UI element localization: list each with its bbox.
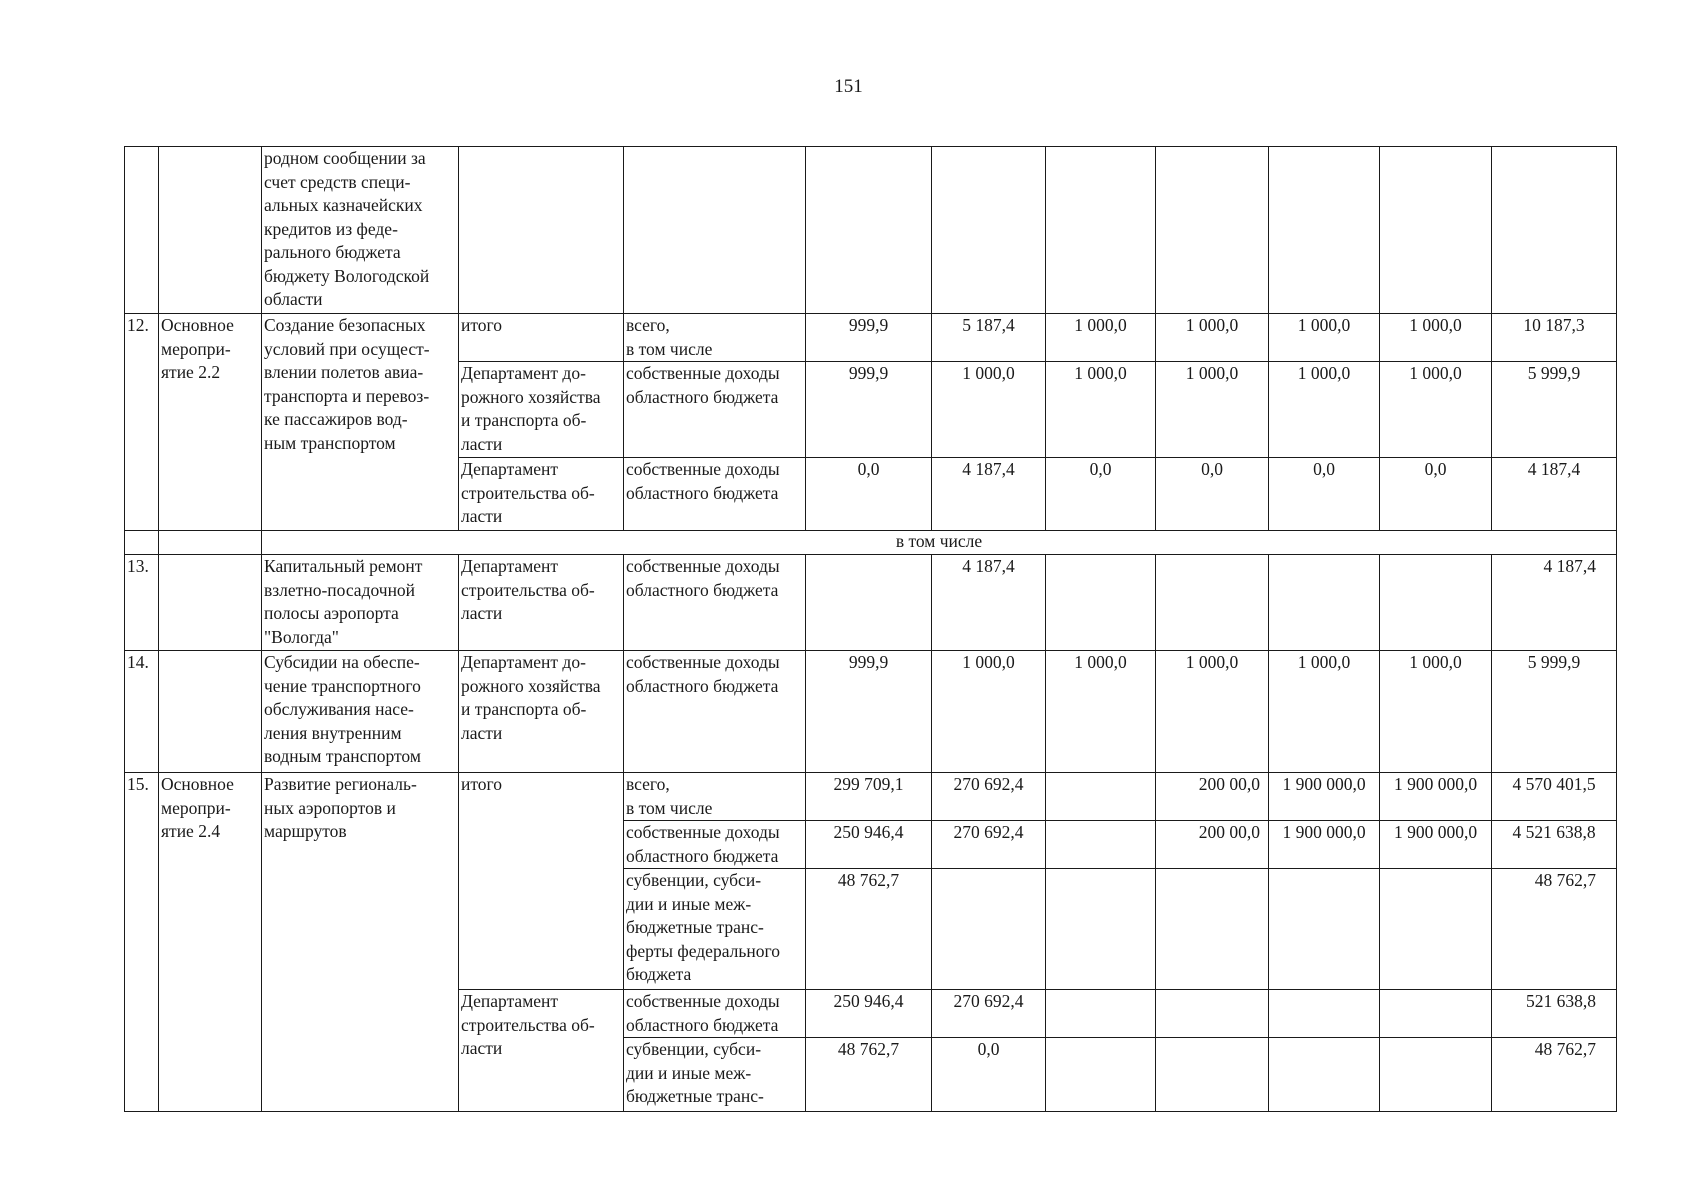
value-cell: 270 692,4 bbox=[932, 990, 1046, 1038]
value-cell: 0,0 bbox=[1269, 458, 1380, 531]
value-cell: 1 000,0 bbox=[1046, 651, 1156, 773]
value-cell: 48 762,7 bbox=[806, 1038, 932, 1112]
value-cell bbox=[1269, 1038, 1380, 1112]
value-cell bbox=[806, 555, 932, 651]
value-cell: 270 692,4 bbox=[932, 773, 1046, 821]
value-cell: 5 999,9 bbox=[1492, 651, 1617, 773]
value-cell bbox=[1492, 147, 1617, 314]
value-cell: 1 900 000,0 bbox=[1269, 773, 1380, 821]
value-cell: 999,9 bbox=[806, 651, 932, 773]
executor-cell: Департамент строительства об- ласти bbox=[459, 458, 624, 531]
value-cell: 0,0 bbox=[806, 458, 932, 531]
row-number-cell: 15. bbox=[125, 773, 159, 1112]
value-cell bbox=[1046, 1038, 1156, 1112]
executor-cell: итого bbox=[459, 314, 624, 362]
value-cell: 1 000,0 bbox=[1380, 362, 1492, 458]
value-cell: 1 000,0 bbox=[1046, 314, 1156, 362]
value-cell bbox=[1269, 869, 1380, 990]
value-cell: 10 187,3 bbox=[1492, 314, 1617, 362]
executor-cell: Департамент строительства об- ласти bbox=[459, 555, 624, 651]
value-cell: 1 000,0 bbox=[1156, 362, 1269, 458]
value-cell: 200 00,0 bbox=[1156, 773, 1269, 821]
source-cell: собственные доходы областного бюджета bbox=[624, 555, 806, 651]
table-body bbox=[125, 147, 1617, 1112]
value-cell: 4 570 401,5 bbox=[1492, 773, 1617, 821]
source-cell: собственные доходы областного бюджета bbox=[624, 362, 806, 458]
source-cell: собственные доходы областного бюджета bbox=[624, 990, 806, 1038]
value-cell: 1 900 000,0 bbox=[1380, 773, 1492, 821]
value-cell: 299 709,1 bbox=[806, 773, 932, 821]
value-cell bbox=[1046, 555, 1156, 651]
value-cell: 4 187,4 bbox=[1492, 458, 1617, 531]
value-cell: 999,9 bbox=[806, 314, 932, 362]
value-cell: 1 900 000,0 bbox=[1380, 821, 1492, 869]
subheader-cell: в том числе bbox=[262, 531, 1617, 555]
value-cell: 1 000,0 bbox=[1380, 314, 1492, 362]
table-row-subheader bbox=[125, 531, 1617, 555]
value-cell bbox=[1046, 990, 1156, 1038]
value-cell: 1 000,0 bbox=[1269, 651, 1380, 773]
value-cell: 0,0 bbox=[1046, 458, 1156, 531]
budget-table bbox=[124, 146, 1617, 1112]
measure-cell bbox=[159, 651, 262, 773]
activity-cell: Создание безопасных условий при осущест- влении полетов авиа- транспорта и перевоз- ке пассажиров вод- ным транспортом bbox=[262, 314, 459, 531]
value-cell bbox=[1156, 555, 1269, 651]
executor-cell: Департамент до- рожного хозяйства и транспорта об- ласти bbox=[459, 651, 624, 773]
value-cell: 1 000,0 bbox=[1380, 651, 1492, 773]
value-cell: 1 000,0 bbox=[932, 651, 1046, 773]
value-cell bbox=[1380, 869, 1492, 990]
value-cell: 200 00,0 bbox=[1156, 821, 1269, 869]
measure-cell bbox=[159, 531, 262, 555]
value-cell bbox=[806, 147, 932, 314]
executor-cell: Департамент до- рожного хозяйства и транспорта об- ласти bbox=[459, 362, 624, 458]
value-cell: 5 999,9 bbox=[1492, 362, 1617, 458]
value-cell: 4 187,4 bbox=[932, 555, 1046, 651]
table-row-continuation bbox=[125, 147, 1617, 314]
value-cell: 1 000,0 bbox=[1156, 651, 1269, 773]
table-row-12 bbox=[125, 314, 1617, 362]
value-cell: 48 762,7 bbox=[1492, 1038, 1617, 1112]
value-cell bbox=[1046, 773, 1156, 821]
value-cell bbox=[1269, 555, 1380, 651]
value-cell bbox=[932, 147, 1046, 314]
source-cell: всего, в том числе bbox=[624, 773, 806, 821]
value-cell: 4 521 638,8 bbox=[1492, 821, 1617, 869]
value-cell: 0,0 bbox=[1380, 458, 1492, 531]
value-cell: 4 187,4 bbox=[932, 458, 1046, 531]
executor-cell: итого bbox=[459, 773, 624, 990]
value-cell bbox=[1380, 147, 1492, 314]
source-cell: субвенции, субси- дии и иные меж- бюджетные транс- ферты федерального бюджета bbox=[624, 869, 806, 990]
measure-cell bbox=[159, 555, 262, 651]
row-number-cell bbox=[125, 147, 159, 314]
value-cell bbox=[1269, 990, 1380, 1038]
value-cell bbox=[1156, 147, 1269, 314]
value-cell: 250 946,4 bbox=[806, 821, 932, 869]
executor-cell bbox=[459, 147, 624, 314]
source-cell: субвенции, субси- дии и иные меж- бюджетные транс- bbox=[624, 1038, 806, 1112]
activity-cell: Субсидии на обеспе- чение транспортного обслуживания насе- ления внутренним водным транспортом bbox=[262, 651, 459, 773]
activity-cell: Развитие региональ- ных аэропортов и маршрутов bbox=[262, 773, 459, 1112]
value-cell: 5 187,4 bbox=[932, 314, 1046, 362]
value-cell bbox=[1046, 869, 1156, 990]
value-cell: 0,0 bbox=[1156, 458, 1269, 531]
source-cell: собственные доходы областного бюджета bbox=[624, 651, 806, 773]
value-cell: 1 000,0 bbox=[1269, 362, 1380, 458]
value-cell: 521 638,8 bbox=[1492, 990, 1617, 1038]
activity-cell: родном сообщении за счет средств специ- альных казначейских кредитов из феде- рального бюджета бюджету Вологодской области bbox=[262, 147, 459, 314]
value-cell: 48 762,7 bbox=[1492, 869, 1617, 990]
value-cell: 1 000,0 bbox=[1269, 314, 1380, 362]
value-cell: 48 762,7 bbox=[806, 869, 932, 990]
value-cell: 0,0 bbox=[932, 1038, 1046, 1112]
value-cell: 1 000,0 bbox=[932, 362, 1046, 458]
value-cell bbox=[1380, 990, 1492, 1038]
table-row-13 bbox=[125, 555, 1617, 651]
page-number: 151 bbox=[834, 76, 863, 97]
value-cell: 4 187,4 bbox=[1492, 555, 1617, 651]
value-cell bbox=[1380, 555, 1492, 651]
executor-cell: Департамент строительства об- ласти bbox=[459, 990, 624, 1112]
measure-cell bbox=[159, 147, 262, 314]
row-number-cell: 14. bbox=[125, 651, 159, 773]
value-cell bbox=[1046, 147, 1156, 314]
value-cell bbox=[1156, 1038, 1269, 1112]
value-cell bbox=[1269, 147, 1380, 314]
source-cell bbox=[624, 147, 806, 314]
value-cell: 270 692,4 bbox=[932, 821, 1046, 869]
value-cell: 1 900 000,0 bbox=[1269, 821, 1380, 869]
row-number-cell bbox=[125, 531, 159, 555]
value-cell bbox=[1156, 990, 1269, 1038]
value-cell: 1 000,0 bbox=[1156, 314, 1269, 362]
row-number-cell: 12. bbox=[125, 314, 159, 531]
measure-cell: Основное меропри- ятие 2.2 bbox=[159, 314, 262, 531]
source-cell: всего, в том числе bbox=[624, 314, 806, 362]
measure-cell: Основное меропри- ятие 2.4 bbox=[159, 773, 262, 1112]
value-cell bbox=[1156, 869, 1269, 990]
value-cell: 999,9 bbox=[806, 362, 932, 458]
table-row-15 bbox=[125, 773, 1617, 821]
row-number-cell: 13. bbox=[125, 555, 159, 651]
value-cell bbox=[1046, 821, 1156, 869]
value-cell: 1 000,0 bbox=[1046, 362, 1156, 458]
source-cell: собственные доходы областного бюджета bbox=[624, 821, 806, 869]
table-row-14 bbox=[125, 651, 1617, 773]
value-cell: 250 946,4 bbox=[806, 990, 932, 1038]
source-cell: собственные доходы областного бюджета bbox=[624, 458, 806, 531]
value-cell bbox=[932, 869, 1046, 990]
value-cell bbox=[1380, 1038, 1492, 1112]
activity-cell: Капитальный ремонт взлетно-посадочной полосы аэропорта "Вологда" bbox=[262, 555, 459, 651]
